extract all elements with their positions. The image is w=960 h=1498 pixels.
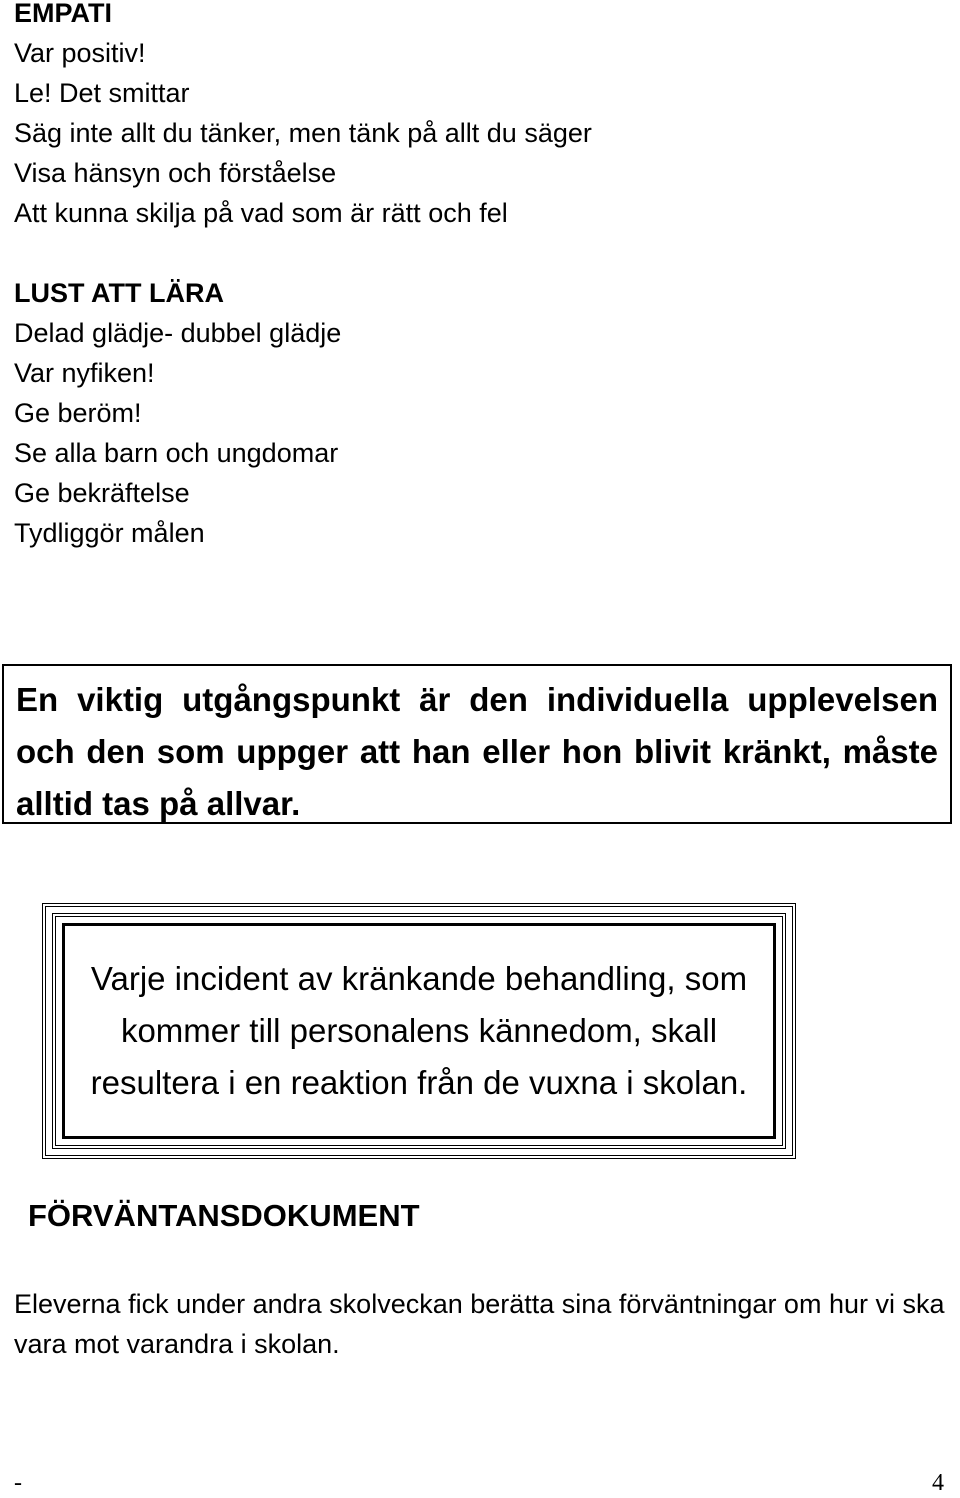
callout-text: En viktig utgångspunkt är den individuella upplevelsen och den som uppger att han eller hon blivit kränkt, måste alltid tas på allvar. [16,681,938,822]
section-empati [14,0,592,233]
section-heading-forvantansdokument: FÖRVÄNTANSDOKUMENT [28,1198,420,1233]
section-heading-empati: EMPATI [14,0,112,28]
callout-box-utgangspunkt [2,664,952,824]
callout-frame [52,913,786,1149]
footer-dash: - [14,1470,22,1496]
callout-frame-inner [62,923,776,1139]
list-item: Tydliggör målen [14,518,205,548]
list-item: Delad glädje- dubbel glädje [14,318,342,348]
section-heading-lust-att-lara: LUST ATT LÄRA [14,278,224,308]
callout-box-incident [42,903,796,1159]
list-item: Säg inte allt du tänker, men tänk på allt du säger [14,118,592,148]
list-item: Ge bekräftelse [14,478,190,508]
list-item: Le! Det smittar [14,78,190,108]
list-item: Var nyfiken! [14,358,155,388]
section-lust-att-lara [14,273,341,553]
list-item: Se alla barn och ungdomar [14,438,339,468]
list-item: Var positiv! [14,38,146,68]
list-item: Visa hänsyn och förståelse [14,158,337,188]
page-number: 4 [932,1470,944,1496]
list-item: Ge beröm! [14,398,142,428]
list-item: Att kunna skilja på vad som är rätt och fel [14,198,508,228]
paragraph: Eleverna fick under andra skolveckan berätta sina förväntningar om hur vi ska vara mot varandra i skolan. [14,1289,945,1359]
callout-text: Varje incident av kränkande behandling, som kommer till personalens kännedom, skall resultera i en reaktion från de vuxna i skolan. [90,960,748,1101]
